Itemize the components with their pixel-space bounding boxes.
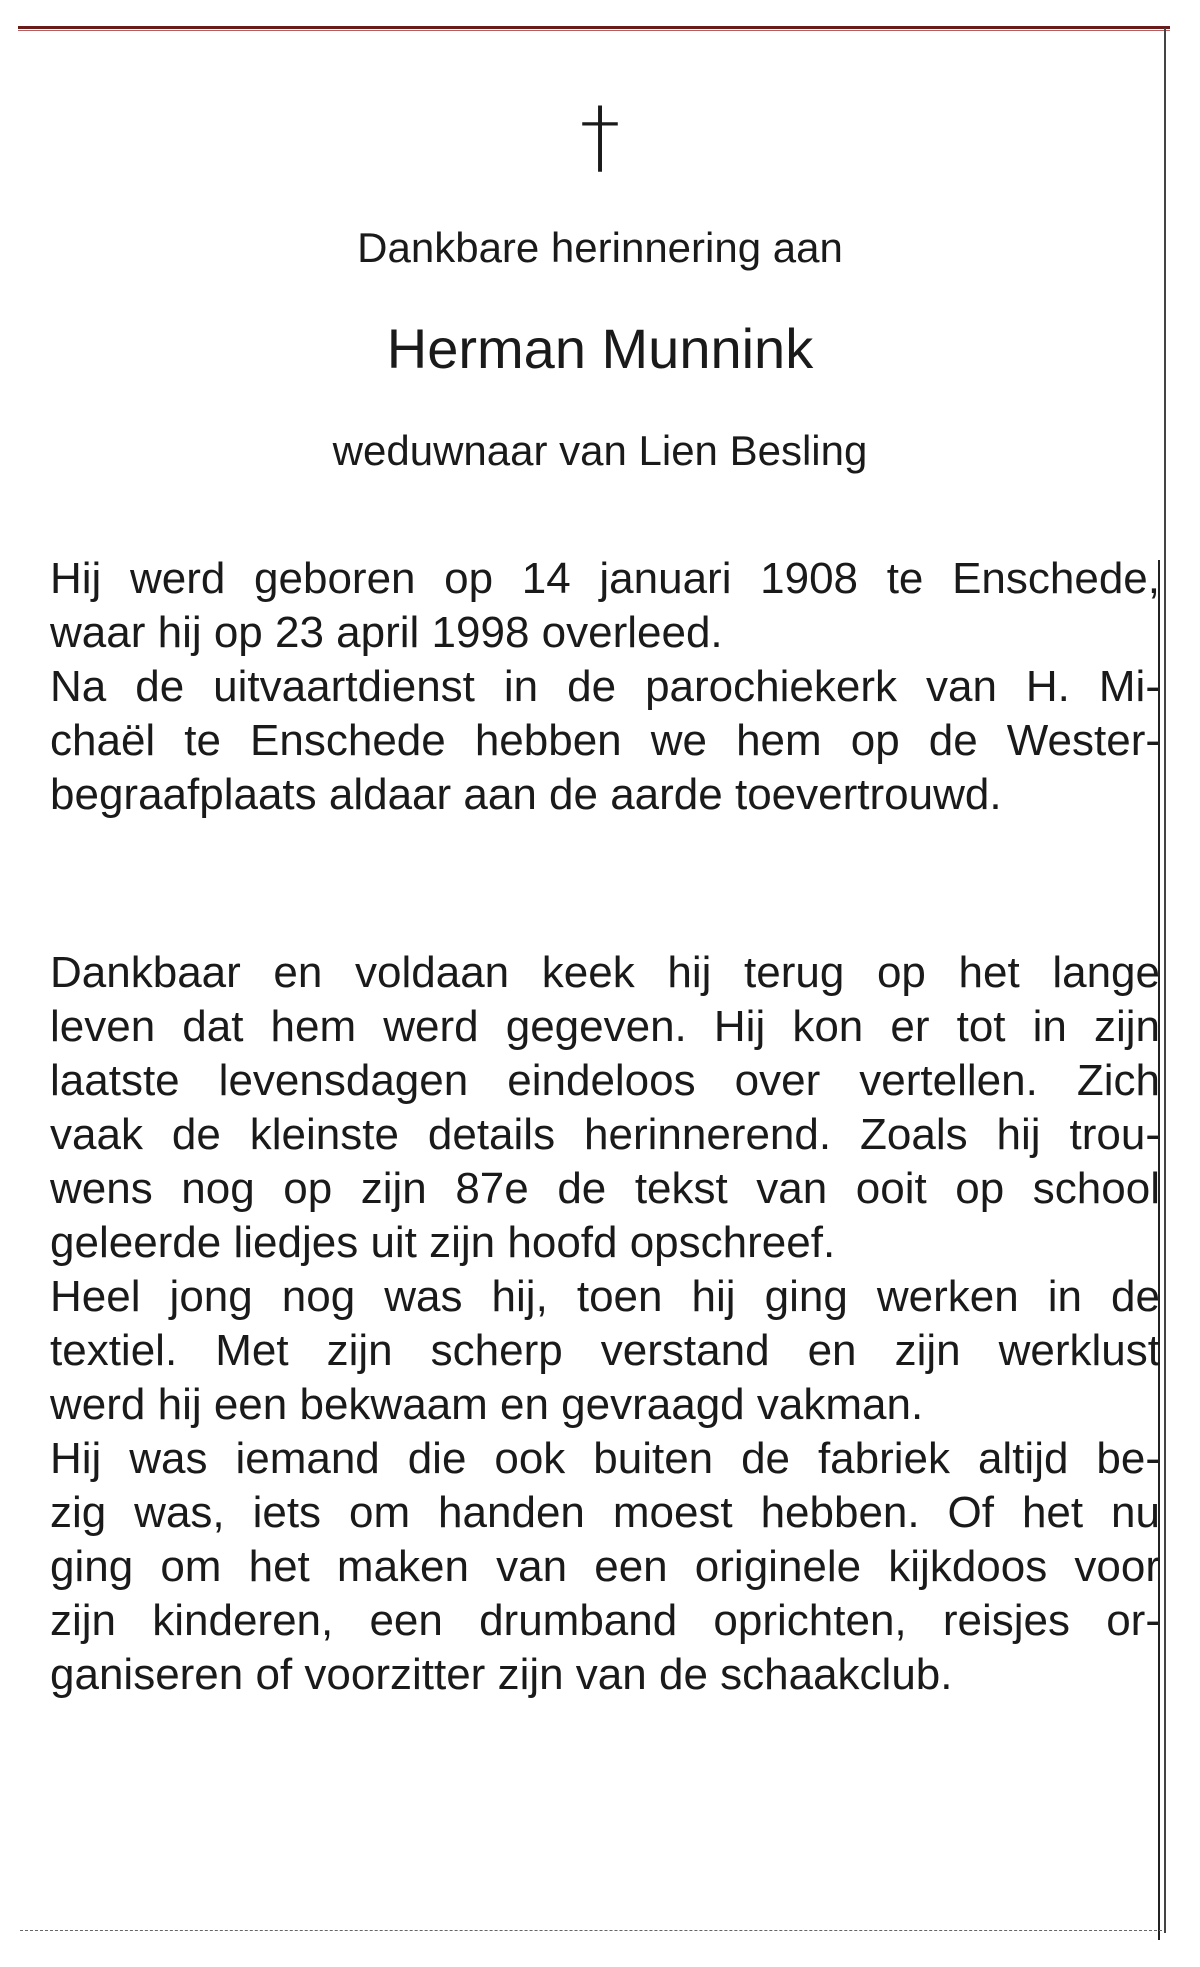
text-line: vaak de kleinste details herinnerend. Zoals hij trou- [50,1110,1160,1159]
text-line: Na de uitvaartdienst in de parochiekerk van H. Mi- [50,662,1160,711]
top-border-rule [18,26,1170,29]
text-line: werd hij een bekwaam en gevraagd vakman. [50,1380,924,1429]
text-line: textiel. Met zijn scherp verstand en zijn werklust [50,1326,1160,1375]
spouse-line: weduwnaar van Lien Besling [332,427,868,474]
top-border-rule-thin [18,30,1170,31]
text-line: waar hij op 23 april 1998 overleed. [50,608,723,657]
deceased-name: Herman Munnink [386,317,814,380]
text-line: Hij werd geboren op 14 januari 1908 te Enschede, [50,554,1160,603]
text-line: begraafplaats aldaar aan de aarde toevertrouwd. [50,770,1002,819]
text-line: wens nog op zijn 87e de tekst van ooit op school [50,1164,1160,1213]
cross-icon: † [580,90,620,183]
text-line: chaël te Enschede hebben we hem op de Wester- [50,716,1160,765]
text-line: Heel jong nog was hij, toen hij ging werken in de [50,1272,1160,1321]
text-line: ging om het maken van een originele kijkdoos voor [50,1542,1160,1591]
text-line: zig was, iets om handen moest hebben. Of het nu [50,1488,1160,1537]
text-line: Hij was iemand die ook buiten de fabriek altijd be- [50,1434,1160,1483]
text-line: leven dat hem werd gegeven. Hij kon er tot in zijn [50,1002,1160,1051]
text-line: Dankbaar en voldaan keek hij terug op het lange [50,948,1160,997]
text-line: ganiseren of voorzitter zijn van de schaakclub. [50,1650,953,1699]
biography-paragraph-2 [50,946,1160,1702]
text-line: geleerde liedjes uit zijn hoofd opschreef. [50,1218,836,1267]
bottom-border-rule [20,1930,1162,1932]
text-line: laatste levensdagen eindeloos over vertellen. Zich [50,1056,1160,1105]
biography-paragraph-1 [50,552,1160,822]
right-border-line [1164,28,1166,1933]
intro-line: Dankbare herinnering aan [357,224,843,271]
text-line: zijn kinderen, een drumband oprichten, reisjes or- [50,1596,1160,1645]
